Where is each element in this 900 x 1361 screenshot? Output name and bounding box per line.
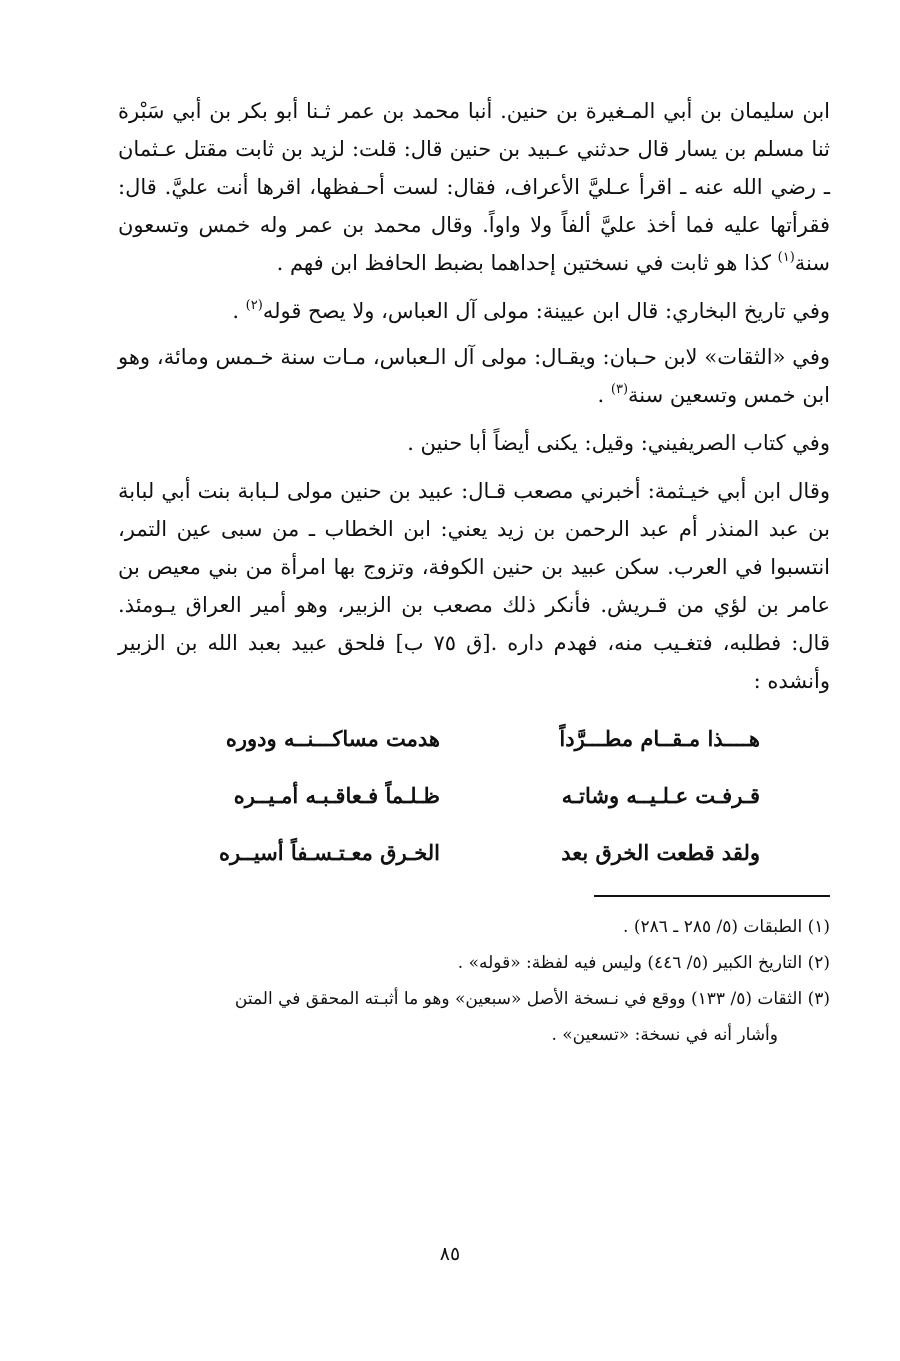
- paragraph-2: وفي تاريخ البخاري: قال ابن عيينة: مولى آل العباس، ولا يصح قوله$^{(٢)}$ .: [232, 298, 830, 323]
- paragraph-4: وفي كتاب الصريفيني: وقيل: يكنى أيضاً أبا حنين .: [407, 431, 830, 455]
- poem-verse: [118, 767, 830, 824]
- verse-second-hemistich: الخـرق معـتـسـفاً أسيــره: [218, 840, 440, 865]
- footnote-2: (٢) التاريخ الكبير (٥/ ٤٤٦) وليس فيه لفظة: «قوله» .: [457, 953, 830, 973]
- page-content: [118, 92, 830, 1053]
- footnote-1: (١) الطبقات (٥/ ٢٨٥ ـ ٢٨٦) .: [623, 917, 830, 937]
- poem: [118, 710, 830, 881]
- paragraph-5: وقال ابن أبي خيـثمة: أخبرني مصعب قـال: عبيد بن حنين مولى لـبابة بنت أبي لبابة بن عبد المنذر أم عبد الرحمن بن زيد يعني: ابن الخطاب ـ من سبى عين التمر، انتسبوا في العرب. سكن عبيد بن حنين الكوفة، وتزوج بها امرأة من بني معيص بن عامر بن لؤي من قـريش. فأنكر ذلك مصعب بن الزبير، وهو أمير العراق يـومئذ. قال: فطلبه، فتغـيب منه، فهدم داره .[ق ٧٥ ب] فلحق عبيد بعبد الله بن الزبير وأنشده :: [118, 479, 830, 693]
- page-number: ٨٥: [439, 1243, 461, 1265]
- poem-verse: [118, 710, 830, 767]
- verse-second-hemistich: ظـلـماً فـعاقـبـه أمـيــره: [233, 783, 440, 808]
- verse-first-hemistich: ولقد قطعت الخرق بعد: [561, 840, 760, 865]
- footnote-ref-2: (٢): [245, 298, 263, 313]
- poem-verse: [118, 824, 830, 881]
- footnote-ref-1: (١): [777, 250, 795, 265]
- verse-second-hemistich: هدمت مساكـــنــه ودوره: [225, 726, 440, 751]
- paragraph-3: وفي «الثقات» لابن حـبان: ويقـال: مولى آل الـعباس، مـات سنة خـمس ومائة، وهو ابن خمس وتسعين سنة$^{(٣)}$ .: [118, 345, 830, 407]
- paragraph-1: ابن سليمان بن أبي المـغيرة بن حنين. أنبا محمد بن عمر ثـنا أبو بكر بن أبي سَبْرة ثنا مسلم بن يسار قال حدثني عـبيد بن حنين قال: قلت: لزيد بن ثابت مقتل عـثمان ـ رضي الله عنه ـ اقرأ عـليَّ الأعراف، فقال: لست أحـفظها، اقرها أنت عليَّ. قال: فقرأتها عليه فما أخذ عليَّ ألفاً ولا واواً. وقال محمد بن عمر وله خمس وتسعون سنة$^{(١)}$ كذا هو ثابت في نسختين إحداهما بضبط الحافظ ابن فهم .: [118, 99, 830, 275]
- footnote-separator: [594, 895, 830, 897]
- footnote-3-continuation: وأشار أنه في نسخة: «تسعين» .: [551, 1025, 778, 1045]
- main-text: [118, 92, 830, 700]
- verse-first-hemistich: قـرفـت عـلـيــه وشاتـه: [561, 783, 760, 808]
- footnotes: [118, 909, 830, 1053]
- verse-first-hemistich: هــــذا مـقــام مطـــرَّداً: [559, 726, 760, 751]
- footnote-ref-3: (٣): [610, 382, 629, 397]
- footnote-3: (٣) الثقات (٥/ ١٣٣) ووقع في نـسخة الأصل «سبعين» وهو ما أثبـته المحقق في المتن: [234, 989, 830, 1009]
